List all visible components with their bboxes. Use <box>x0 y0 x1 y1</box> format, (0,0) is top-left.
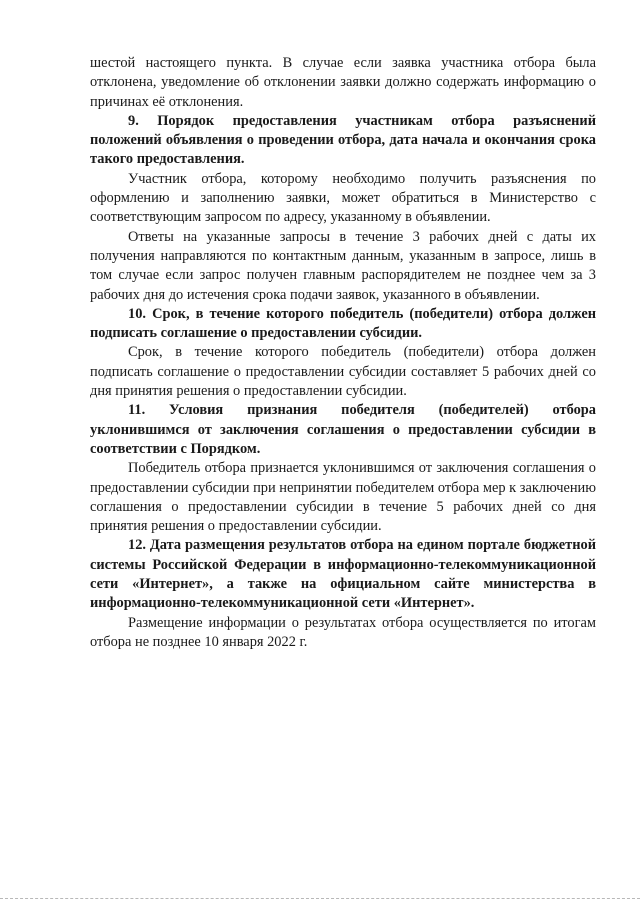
section-heading-11: 11. Условия признания победителя (победителей) отбора уклонившимся от заключения соглашения о предоставлении субсидии в соответствии с Порядком. <box>90 402 596 457</box>
document-body <box>90 54 596 652</box>
paragraph-body: Ответы на указанные запросы в течение 3 рабочих дней с даты их получения направляются по контактным данным, указанным в запросе, лишь в том случае если запрос получен главным распорядителем не позднее чем за 3 рабочих дня до истечения срока подачи заявок, указанного в объявлении. <box>90 228 596 303</box>
section-heading-12: 12. Дата размещения результатов отбора на едином портале бюджетной системы Российской Федерации в информационно-телекоммуникационной сети «Интернет», а также на официальном сайте министерства в информационно-телекоммуникационной сети «Интернет». <box>90 537 596 612</box>
paragraph-body: Размещение информации о результатах отбора осуществляется по итогам отбора не позднее 10 января 2022 г. <box>90 614 596 650</box>
section-heading-10: 10. Срок, в течение которого победитель (победители) отбора должен подписать соглашение о предоставлении субсидии. <box>90 305 596 342</box>
paragraph-body: Срок, в течение которого победитель (победители) отбора должен подписать соглашение о предоставлении субсидии составляет 5 рабочих дней со дня принятия решения о предоставлении субсидии. <box>90 344 596 400</box>
paragraph-continuation: шестой настоящего пункта. В случае если заявка участника отбора была отклонена, уведомление об отклонении заявки должно содержать информацию о причинах её отклонения. <box>90 55 596 110</box>
paragraph-body: Участник отбора, которому необходимо получить разъяснения по оформлению и заполнению заявки, может обратиться в Министерство с соответствующим запросом по адресу, указанному в объявлении. <box>90 170 596 226</box>
paragraph-body: Победитель отбора признается уклонившимся от заключения соглашения о предоставлении субсидии при непринятии победителем отбора мер к заключению соглашения о предоставлении субсидии в течение 5 рабочих дней со дня принятия решения о предоставлении субсидии. <box>90 460 596 535</box>
section-heading-9: 9. Порядок предоставления участникам отбора разъяснений положений объявления о проведении отбора, дата начала и окончания срока такого предоставления. <box>90 112 596 168</box>
scan-edge-line <box>0 898 640 899</box>
